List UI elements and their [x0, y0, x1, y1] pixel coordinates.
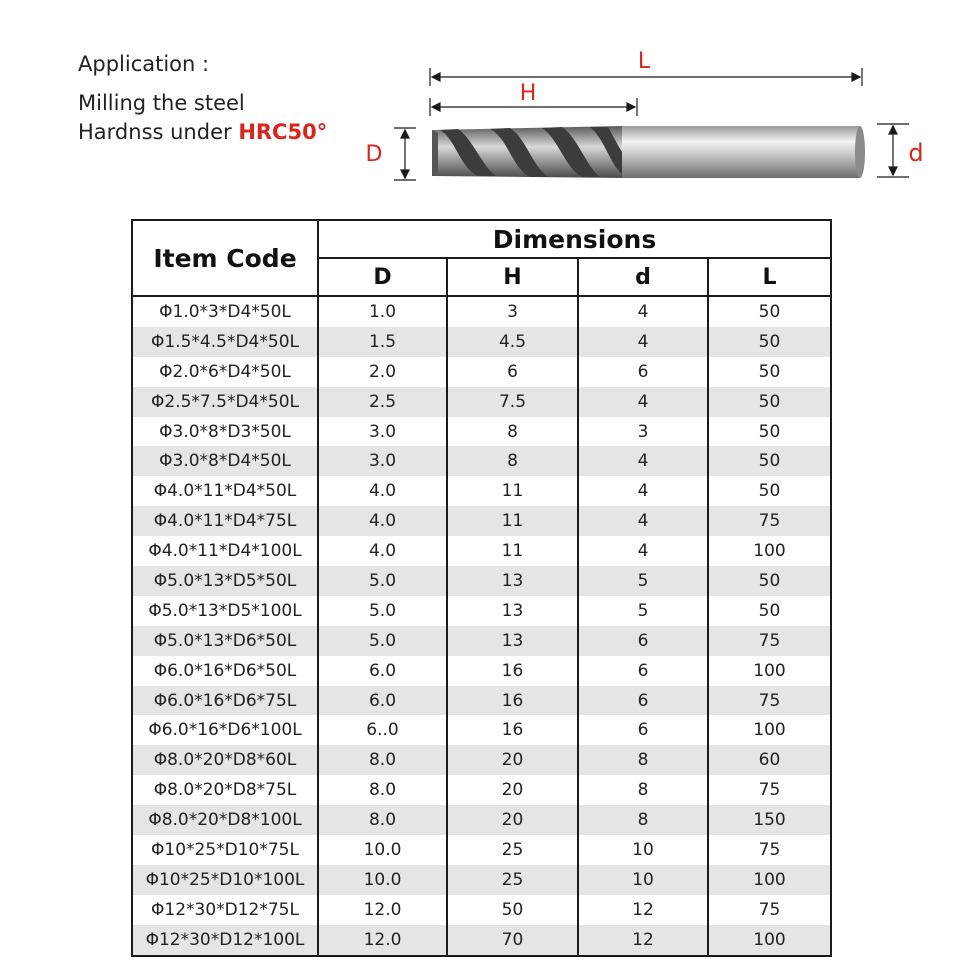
table-row	[132, 387, 831, 417]
flute-length-cell: 50	[447, 895, 578, 925]
flute-length-cell: 11	[447, 506, 578, 536]
shank-diameter-cell: 10	[578, 865, 708, 895]
item-code-cell: Φ6.0*16*D6*100L	[132, 715, 318, 745]
shank-diameter-cell: 5	[578, 566, 708, 596]
item-code-cell: Φ5.0*13*D5*50L	[132, 566, 318, 596]
overall-length-cell: 50	[708, 387, 831, 417]
item-code-cell: Φ8.0*20*D8*75L	[132, 775, 318, 805]
shank-diameter-cell: 4	[578, 387, 708, 417]
item-code-cell: Φ5.0*13*D5*100L	[132, 596, 318, 626]
shank-diameter-cell: 6	[578, 626, 708, 656]
table-row	[132, 296, 831, 327]
cutting-diameter-cell: 12.0	[318, 925, 447, 956]
flute-length-cell: 25	[447, 835, 578, 865]
table-row	[132, 626, 831, 656]
shank-diameter-cell: 4	[578, 446, 708, 476]
shank-diameter-cell: 4	[578, 296, 708, 327]
item-code-cell: Φ10*25*D10*100L	[132, 865, 318, 895]
table-row	[132, 357, 831, 387]
item-code-cell: Φ2.5*7.5*D4*50L	[132, 387, 318, 417]
cutting-diameter-cell: 1.0	[318, 296, 447, 327]
cutting-diameter-cell: 5.0	[318, 626, 447, 656]
cutting-diameter-cell: 8.0	[318, 745, 447, 775]
table-row	[132, 835, 831, 865]
flute-length-cell: 16	[447, 686, 578, 716]
table-row	[132, 506, 831, 536]
item-code-cell: Φ1.5*4.5*D4*50L	[132, 327, 318, 357]
overall-length-cell: 150	[708, 805, 831, 835]
shank-diameter-cell: 12	[578, 895, 708, 925]
table-row	[132, 417, 831, 447]
flute-length-cell: 25	[447, 865, 578, 895]
label-h: H	[519, 81, 537, 106]
item-code-cell: Φ6.0*16*D6*75L	[132, 686, 318, 716]
flute-length-cell: 6	[447, 357, 578, 387]
cutting-diameter-cell: 1.5	[318, 327, 447, 357]
item-code-cell: Φ5.0*13*D6*50L	[132, 626, 318, 656]
application-line-milling: Milling the steel	[78, 91, 245, 115]
shank-diameter-cell: 4	[578, 476, 708, 506]
table-row	[132, 925, 831, 956]
flute-length-cell: 3	[447, 296, 578, 327]
cutting-diameter-cell: 4.0	[318, 536, 447, 566]
overall-length-cell: 100	[708, 536, 831, 566]
column-header-d-cutting: D	[318, 258, 447, 296]
item-code-cell: Φ8.0*20*D8*60L	[132, 745, 318, 775]
cutting-diameter-cell: 2.0	[318, 357, 447, 387]
overall-length-cell: 50	[708, 596, 831, 626]
flute-length-cell: 11	[447, 536, 578, 566]
overall-length-cell: 75	[708, 626, 831, 656]
cutting-diameter-cell: 12.0	[318, 895, 447, 925]
column-header-h: H	[447, 258, 578, 296]
cutting-diameter-cell: 6.0	[318, 656, 447, 686]
table-row	[132, 745, 831, 775]
dimensions-header: Dimensions	[318, 220, 831, 258]
cutting-diameter-cell: 2.5	[318, 387, 447, 417]
shank-diameter-cell: 8	[578, 745, 708, 775]
cutting-diameter-cell: 10.0	[318, 865, 447, 895]
overall-length-cell: 50	[708, 566, 831, 596]
shank-diameter-cell: 4	[578, 536, 708, 566]
flute-length-cell: 7.5	[447, 387, 578, 417]
item-code-cell: Φ12*30*D12*75L	[132, 895, 318, 925]
end-mill-diagram	[360, 40, 940, 190]
item-code-cell: Φ4.0*11*D4*100L	[132, 536, 318, 566]
label-d-cutting: D	[365, 142, 383, 167]
flute-length-cell: 20	[447, 805, 578, 835]
overall-length-cell: 100	[708, 715, 831, 745]
application-line-hardness	[78, 118, 327, 147]
overall-length-cell: 50	[708, 476, 831, 506]
table-body	[132, 296, 831, 956]
table-row	[132, 596, 831, 626]
item-code-cell: Φ6.0*16*D6*50L	[132, 656, 318, 686]
overall-length-cell: 50	[708, 417, 831, 447]
cutting-diameter-cell: 3.0	[318, 417, 447, 447]
flute-length-cell: 16	[447, 715, 578, 745]
item-code-cell: Φ8.0*20*D8*100L	[132, 805, 318, 835]
table-row	[132, 805, 831, 835]
item-code-cell: Φ1.0*3*D4*50L	[132, 296, 318, 327]
overall-length-cell: 75	[708, 775, 831, 805]
overall-length-cell: 75	[708, 686, 831, 716]
overall-length-cell: 100	[708, 925, 831, 956]
table-row	[132, 327, 831, 357]
shank-diameter-cell: 8	[578, 775, 708, 805]
flute-length-cell: 13	[447, 626, 578, 656]
item-code-cell: Φ3.0*8*D4*50L	[132, 446, 318, 476]
cutting-diameter-cell: 8.0	[318, 805, 447, 835]
shank-diameter-cell: 6	[578, 715, 708, 745]
shank-diameter-cell: 4	[578, 506, 708, 536]
overall-length-cell: 50	[708, 327, 831, 357]
shank-diameter-cell: 6	[578, 656, 708, 686]
overall-length-cell: 100	[708, 865, 831, 895]
column-header-l: L	[708, 258, 831, 296]
flute-length-cell: 13	[447, 566, 578, 596]
label-l: L	[637, 49, 651, 74]
flute-length-cell: 4.5	[447, 327, 578, 357]
shank-diameter-cell: 6	[578, 357, 708, 387]
shank-diameter-cell: 8	[578, 805, 708, 835]
table-row	[132, 775, 831, 805]
table-row	[132, 865, 831, 895]
table-row	[132, 686, 831, 716]
table-row	[132, 536, 831, 566]
item-code-header: Item Code	[132, 220, 318, 296]
flute-length-cell: 11	[447, 476, 578, 506]
overall-length-cell: 50	[708, 296, 831, 327]
table-row	[132, 656, 831, 686]
overall-length-cell: 60	[708, 745, 831, 775]
table-row	[132, 566, 831, 596]
application-note	[78, 50, 327, 147]
flute-length-cell: 16	[447, 656, 578, 686]
shank-diameter-cell: 3	[578, 417, 708, 447]
overall-length-cell: 50	[708, 446, 831, 476]
overall-length-cell: 100	[708, 656, 831, 686]
item-code-cell: Φ4.0*11*D4*50L	[132, 476, 318, 506]
shank-diameter-cell: 12	[578, 925, 708, 956]
hardness-prefix: Hardnss under	[78, 120, 239, 144]
shank-diameter-cell: 6	[578, 686, 708, 716]
cutting-diameter-cell: 4.0	[318, 506, 447, 536]
dimensions-table	[131, 219, 832, 957]
table-row	[132, 895, 831, 925]
application-heading: Application :	[78, 52, 210, 76]
dimension-d-shank	[877, 124, 909, 177]
flute-length-cell: 8	[447, 446, 578, 476]
table-row	[132, 446, 831, 476]
end-mill-body	[432, 126, 865, 178]
item-code-cell: Φ3.0*8*D3*50L	[132, 417, 318, 447]
overall-length-cell: 50	[708, 357, 831, 387]
cutting-diameter-cell: 3.0	[318, 446, 447, 476]
item-code-cell: Φ12*30*D12*100L	[132, 925, 318, 956]
overall-length-cell: 75	[708, 835, 831, 865]
cutting-diameter-cell: 6.0	[318, 686, 447, 716]
column-header-d-shank: d	[578, 258, 708, 296]
flute-length-cell: 20	[447, 745, 578, 775]
item-code-cell: Φ10*25*D10*75L	[132, 835, 318, 865]
cutting-diameter-cell: 10.0	[318, 835, 447, 865]
table-row	[132, 476, 831, 506]
table-row	[132, 715, 831, 745]
shank-diameter-cell: 5	[578, 596, 708, 626]
flute-length-cell: 13	[447, 596, 578, 626]
hardness-value: HRC50°	[238, 120, 328, 144]
item-code-cell: Φ4.0*11*D4*75L	[132, 506, 318, 536]
cutting-diameter-cell: 5.0	[318, 596, 447, 626]
dimension-d-cutting	[394, 128, 416, 180]
flute-length-cell: 70	[447, 925, 578, 956]
cutting-diameter-cell: 6..0	[318, 715, 447, 745]
flute-length-cell: 20	[447, 775, 578, 805]
shank-diameter-cell: 10	[578, 835, 708, 865]
overall-length-cell: 75	[708, 506, 831, 536]
cutting-diameter-cell: 8.0	[318, 775, 447, 805]
cutting-diameter-cell: 5.0	[318, 566, 447, 596]
label-d-shank: d	[908, 139, 924, 167]
shank-diameter-cell: 4	[578, 327, 708, 357]
flute-length-cell: 8	[447, 417, 578, 447]
overall-length-cell: 75	[708, 895, 831, 925]
cutting-diameter-cell: 4.0	[318, 476, 447, 506]
item-code-cell: Φ2.0*6*D4*50L	[132, 357, 318, 387]
